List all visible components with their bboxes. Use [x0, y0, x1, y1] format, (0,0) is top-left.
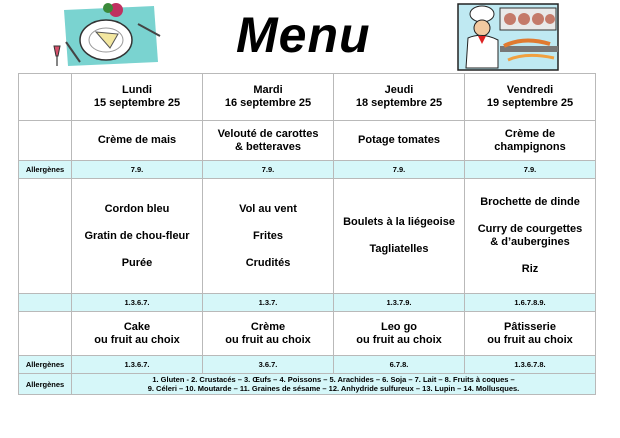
soup-cell	[334, 121, 465, 161]
allergen-cell: 3.6.7.	[203, 356, 334, 374]
allergen-cell: 1.3.6.7.8.	[465, 356, 596, 374]
main-line: Riz	[521, 263, 539, 275]
dessert-line: ou fruit au choix	[356, 333, 442, 346]
main-line: Crudités	[245, 256, 291, 269]
day-name: Lundi	[122, 84, 152, 96]
allergen-cell: 1.6.7.8.9.	[465, 294, 596, 312]
dinner-table-clipart-icon	[46, 2, 164, 72]
allergen-label: Allergènes	[19, 161, 72, 179]
allergen-legend-line: 9. Céleri – 10. Moutarde – 11. Graines de sésame – 12. Anhydride sulfureux – 13. Lupin – 14. Mollusques.	[147, 384, 520, 393]
allergen-cell: 7.9.	[203, 161, 334, 179]
allergen-legend-row	[19, 374, 596, 395]
day-date: 15 septembre 25	[93, 97, 181, 109]
dessert-line: Leo go	[380, 320, 418, 333]
row-label-cell	[19, 312, 72, 356]
chef-cooking-clipart-icon	[454, 2, 564, 72]
allergen-cell: 7.9.	[334, 161, 465, 179]
page-title: Menu	[236, 7, 371, 63]
main-cell	[334, 179, 465, 294]
soup-line: Velouté de carottes	[217, 127, 319, 140]
main-line: Purée	[121, 256, 153, 269]
dessert-cell	[72, 312, 203, 356]
row-label-cell	[19, 121, 72, 161]
day-date: 16 septembre 25	[224, 97, 312, 109]
main-course-row	[19, 179, 596, 294]
dessert-line: Crème	[250, 320, 286, 333]
main-line: Frites	[253, 229, 283, 242]
allergen-legend	[72, 374, 596, 395]
main-cell	[465, 179, 596, 294]
main-line: Tagliatelles	[369, 243, 429, 255]
corner-cell	[19, 74, 72, 121]
day-header-row	[19, 74, 596, 121]
allergen-cell: 1.3.6.7.	[72, 294, 203, 312]
soup-cell	[465, 121, 596, 161]
allergen-cell: 7.9.	[72, 161, 203, 179]
dessert-line: ou fruit au choix	[94, 333, 180, 346]
dessert-line: Pâtisserie	[504, 320, 556, 333]
allergen-label: Allergènes	[19, 356, 72, 374]
main-line: Gratin de chou-fleur	[84, 229, 190, 242]
dessert-line: ou fruit au choix	[225, 333, 311, 346]
day-header	[72, 74, 203, 121]
soup-cell	[72, 121, 203, 161]
day-date: 18 septembre 25	[355, 97, 443, 109]
allergen-legend-line: 1. Gluten - 2. Crustacés – 3. Œufs – 4. Poissons – 5. Arachides – 6. Soja – 7. Lait – 8. Fruits à coques –	[152, 375, 515, 384]
soup-line: Crème de	[504, 127, 556, 140]
soup-allergen-row	[19, 161, 596, 179]
soup-cell	[203, 121, 334, 161]
main-cell	[72, 179, 203, 294]
main-cell	[203, 179, 334, 294]
dessert-cell	[203, 312, 334, 356]
soup-line: & betteraves	[234, 140, 302, 153]
row-label-cell	[19, 179, 72, 294]
main-line: Vol au vent	[239, 202, 297, 215]
day-name: Jeudi	[384, 84, 414, 96]
soup-row	[19, 121, 596, 161]
day-header	[203, 74, 334, 121]
dessert-line: ou fruit au choix	[487, 333, 573, 346]
allergen-cell: 1.3.7.9.	[334, 294, 465, 312]
dessert-cell	[334, 312, 465, 356]
soup-line: champignons	[494, 140, 566, 153]
day-header	[334, 74, 465, 121]
day-header	[465, 74, 596, 121]
allergen-cell: 6.7.8.	[334, 356, 465, 374]
main-line: & d’aubergines	[490, 236, 570, 248]
main-allergen-row	[19, 294, 596, 312]
dessert-allergen-row	[19, 356, 596, 374]
soup-line: Potage tomates	[358, 134, 440, 146]
row-label-cell	[19, 294, 72, 312]
allergen-cell: 1.3.7.	[203, 294, 334, 312]
allergen-cell: 7.9.	[465, 161, 596, 179]
main-line: Brochette de dinde	[480, 196, 580, 208]
day-date: 19 septembre 25	[486, 97, 574, 109]
dessert-row	[19, 312, 596, 356]
dessert-cell	[465, 312, 596, 356]
main-line: Curry de courgettes	[477, 223, 583, 235]
main-line: Cordon bleu	[104, 202, 170, 215]
soup-line: Crème de mais	[97, 134, 177, 146]
allergen-label: Allergènes	[19, 374, 72, 395]
dessert-line: Cake	[123, 320, 151, 333]
menu-table	[18, 73, 596, 395]
day-name: Vendredi	[506, 84, 554, 96]
main-line: Boulets à la liégeoise	[343, 216, 455, 228]
allergen-cell: 1.3.6.7.	[72, 356, 203, 374]
day-name: Mardi	[253, 84, 283, 96]
